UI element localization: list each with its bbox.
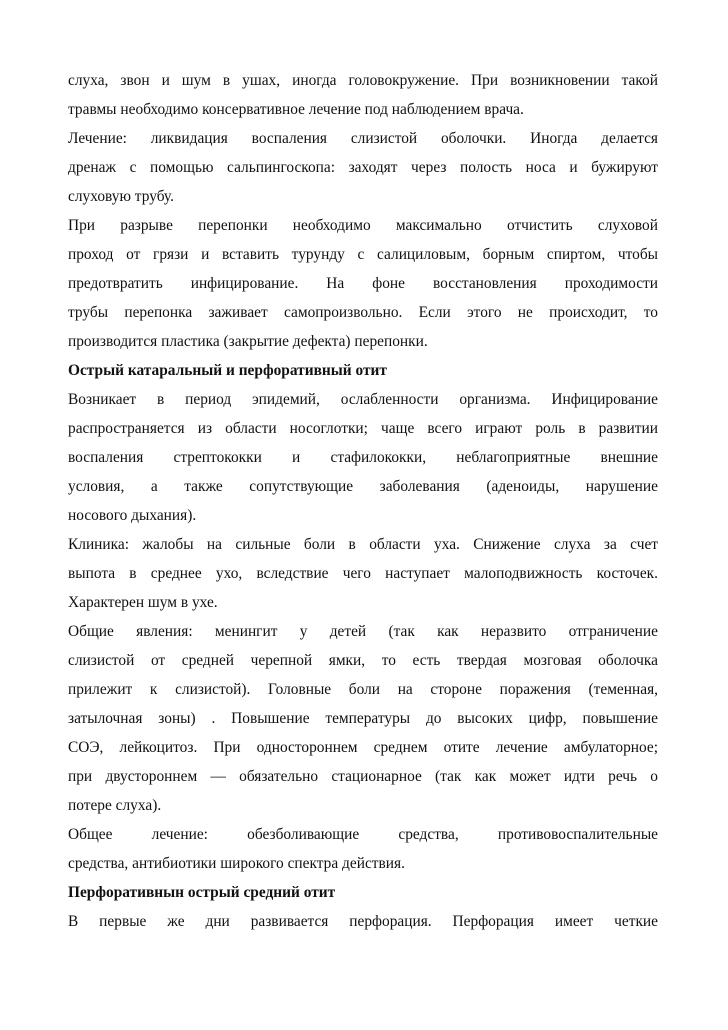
text-line: производится пластика (закрытие дефекта) перепонки. xyxy=(68,333,428,350)
text-line: средства, антибиотики широкого спектра действия. xyxy=(68,855,405,872)
text-line: распространяется из области носоглотки; чаще всего играют роль в развитии xyxy=(68,420,658,437)
text-line: затылочная зоны) . Повышение температуры до высоких цифр, повышение xyxy=(68,710,658,727)
text-line: Возникает в период эпидемий, ослабленности организма. Инфицирование xyxy=(68,391,658,408)
text-line: трубы перепонка заживает самопроизвольно. Если этого не происходит, то xyxy=(68,304,658,321)
text-line: выпота в среднее ухо, вследствие чего наступает малоподвижность косточек. xyxy=(68,565,658,582)
text-line: В первые же дни развивается перфорация. Перфорация имеет четкие xyxy=(68,913,658,930)
text-line: потере слуха). xyxy=(68,797,162,814)
text-line: прилежит к слизистой). Головные боли на стороне поражения (теменная, xyxy=(68,681,658,698)
text-line: травмы необходимо консервативное лечение под наблюдением врача. xyxy=(68,101,524,118)
text-line: дренаж с помощью сальпингоскопа: заходят через полость носа и бужируют xyxy=(68,159,658,176)
text-line: слуховую трубу. xyxy=(68,188,174,205)
text-line: слизистой от средней черепной ямки, то есть твердая мозговая оболочка xyxy=(68,652,658,669)
text-line: Характерен шум в ухе. xyxy=(68,594,218,611)
text-line: При разрыве перепонки необходимо максимально отчистить слуховой xyxy=(68,217,658,234)
text-line: условия, а также сопутствующие заболевания (аденоиды, нарушение xyxy=(68,478,658,495)
text-line: воспаления стрептококки и стафилококки, неблагоприятные внешние xyxy=(68,449,658,466)
section-heading: Острый катаральный и перфоративный отит xyxy=(68,362,387,379)
text-line: при двустороннем — обязательно стационарное (так как может идти речь о xyxy=(68,768,658,785)
text-line: Клиника: жалобы на сильные боли в области уха. Снижение слуха за счет xyxy=(68,536,658,553)
text-line: слуха, звон и шум в ушах, иногда головокружение. При возникновении такой xyxy=(68,72,658,89)
text-line: проход от грязи и вставить турунду с салициловым, борным спиртом, чтобы xyxy=(68,246,658,263)
text-line: предотвратить инфицирование. На фоне восстановления проходимости xyxy=(68,275,658,292)
body-text xyxy=(68,66,658,936)
text-line: носового дыхания). xyxy=(68,507,197,524)
text-line: Общие явления: менингит у детей (так как неразвито отграничение xyxy=(68,623,658,640)
section-heading: Перфоративнын острый средний отит xyxy=(68,884,336,901)
text-line: Общее лечение: обезболивающие средства, противовоспалительные xyxy=(68,826,658,843)
text-line: Лечение: ликвидация воспаления слизистой оболочки. Иногда делается xyxy=(68,130,658,147)
text-line: СОЭ, лейкоцитоз. При одностороннем среднем отите лечение амбулаторное; xyxy=(68,739,658,756)
